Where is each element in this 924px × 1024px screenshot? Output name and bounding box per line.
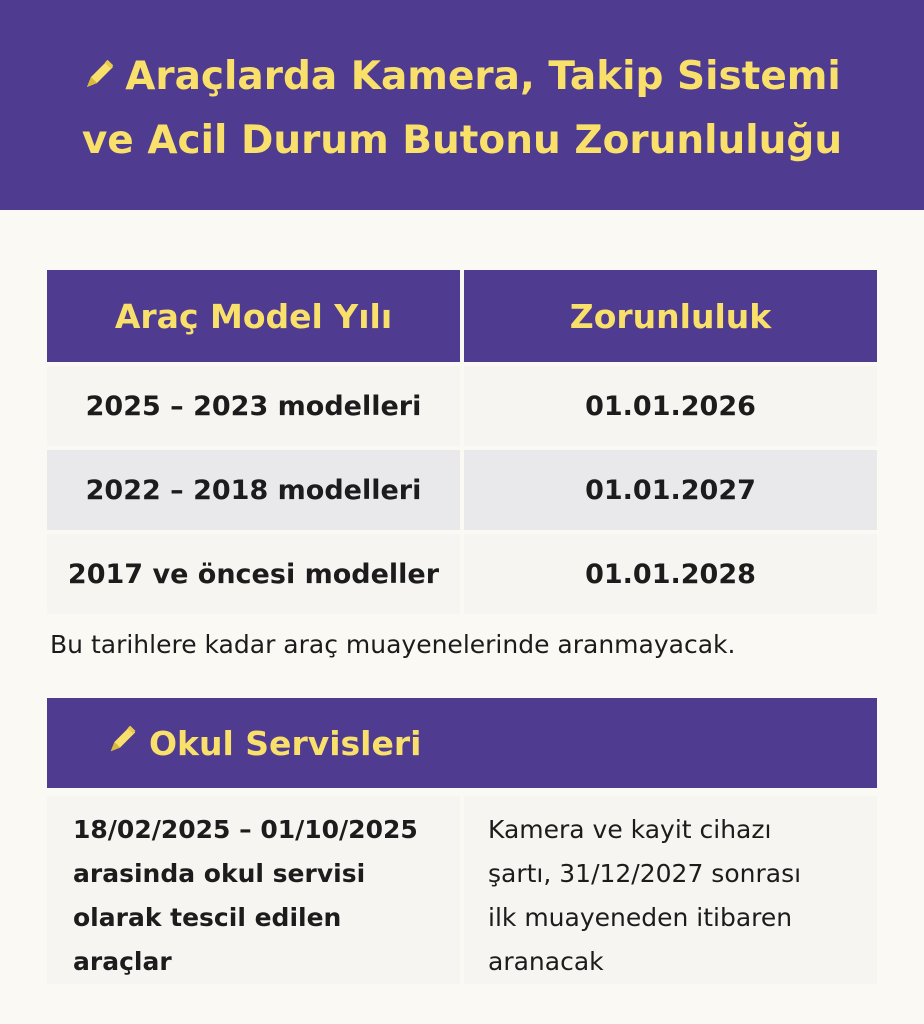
text-line: olarak tescil edilen: [73, 903, 342, 932]
text-line: ilk muayeneden itibaren: [488, 903, 793, 932]
inspection-note: Bu tarihlere kadar araç muayenelerinde aranmayacak.: [50, 630, 736, 659]
text-line: aranacak: [488, 947, 604, 976]
table-cell-date: 01.01.2026: [464, 366, 877, 446]
table-row: [47, 534, 877, 614]
text-line: 18/02/2025 – 01/10/2025: [73, 815, 418, 844]
text-line: arasinda okul servisi: [73, 859, 366, 888]
table-cell-date: 01.01.2027: [464, 450, 877, 530]
table-cell-model: 2017 ve öncesi modeller: [47, 534, 460, 614]
table-row: [47, 366, 877, 446]
text-line: Kamera ve kayit cihazı: [488, 815, 772, 844]
table-cell-model: 2025 – 2023 modelleri: [47, 366, 460, 446]
title-line-2: ve Acil Durum Butonu Zorunluluğu: [81, 118, 843, 163]
text-line: araçlar: [73, 947, 172, 976]
pencil-icon: [107, 723, 139, 763]
header-banner: [0, 0, 924, 210]
school-registration-period: [47, 796, 460, 984]
text-line: şartı, 31/12/2027 sonrası: [488, 859, 802, 888]
title-line-1: [0, 54, 924, 101]
school-requirement-text: [464, 796, 877, 984]
school-services-title: Okul Servisleri: [149, 723, 422, 763]
table-cell-model: 2022 – 2018 modelleri: [47, 450, 460, 530]
table-row: [47, 450, 877, 530]
title-text-1: Araçlarda Kamera, Takip Sistemi: [125, 54, 841, 99]
table-header-model-year: Araç Model Yılı: [47, 270, 460, 362]
table-cell-date: 01.01.2028: [464, 534, 877, 614]
pencil-icon: [83, 56, 117, 101]
table-header-requirement: Zorunluluk: [464, 270, 877, 362]
school-services-header: [47, 698, 877, 788]
